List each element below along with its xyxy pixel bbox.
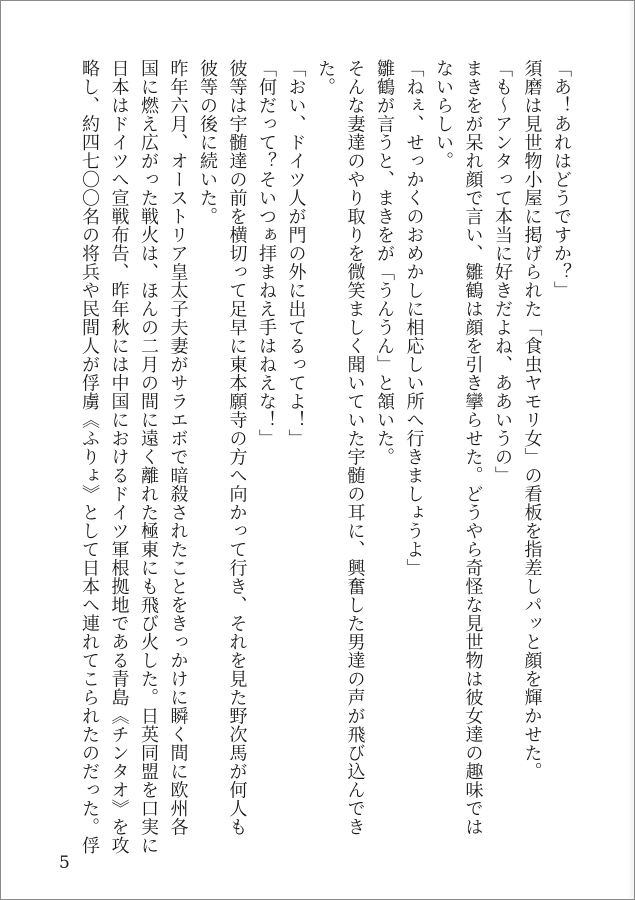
text-line: 彼等の後に続いた。 [197,59,218,226]
text-line: まきをが呆れ顔で言い、雛鶴は顔を引き攣らせた。どうやら奇怪な見世物は彼女達の趣味では [462,59,484,836]
text-line: 「あ！あれはどうですか？」 [551,59,572,300]
text-line: 「ねぇ、せっかくのおめかしに相応しい所へ行きましょうよ」 [403,59,425,577]
text-line: 略し、約四七〇〇名の将兵や民間人が俘虜《ふりょ》として日本へ連れてこられたのだった。俘 [79,59,100,855]
text-line: 昨年六月、オーストリア皇太子夫妻がサラエボで暗殺されたことをきっかけに瞬く間に欧州各 [167,59,189,836]
vertical-text-body [75,59,577,855]
page-edge-shadow [628,1,634,899]
text-line: た。 [315,59,336,96]
text-line: 雛鶴が言うと、まきをが「うんうん」と頷いた。 [374,59,395,466]
text-line: 日本はドイツへ宣戦布告、昨年秋には中国におけるドイツ軍根拠地である青島《チンタオ》を攻 [108,59,130,855]
text-line: ないらしい。 [433,59,454,170]
text-line: 「何だって？そいつぁ拝まねえ手はねえな！」 [256,59,277,448]
text-line: そんな妻達のやり取りを微笑ましく聞いていた宇髄の耳に、興奮した男達の声が飛び込んでき [344,59,366,836]
text-line: 「おい、ドイツ人が門の外に出てるってよ！」 [285,59,307,448]
text-line: 彼等は宇髄達の前を横切って足早に東本願寺の方へ向かって行き、それを見た野次馬が何人も [226,59,248,836]
text-line: 「も～アンタって本当に好きだよね、ああいうの」 [492,59,513,485]
text-line: 国に燃え広がった戦火は、ほんの二月の間に遠く離れた極東にも飛び火した。日英同盟を口実に [138,59,159,855]
page-number: 5 [59,853,70,873]
text-line: 須磨は見世物小屋に掲げられた「食虫ヤモリ女」の看板を指差しパッと顔を輝かせた。 [521,59,543,781]
